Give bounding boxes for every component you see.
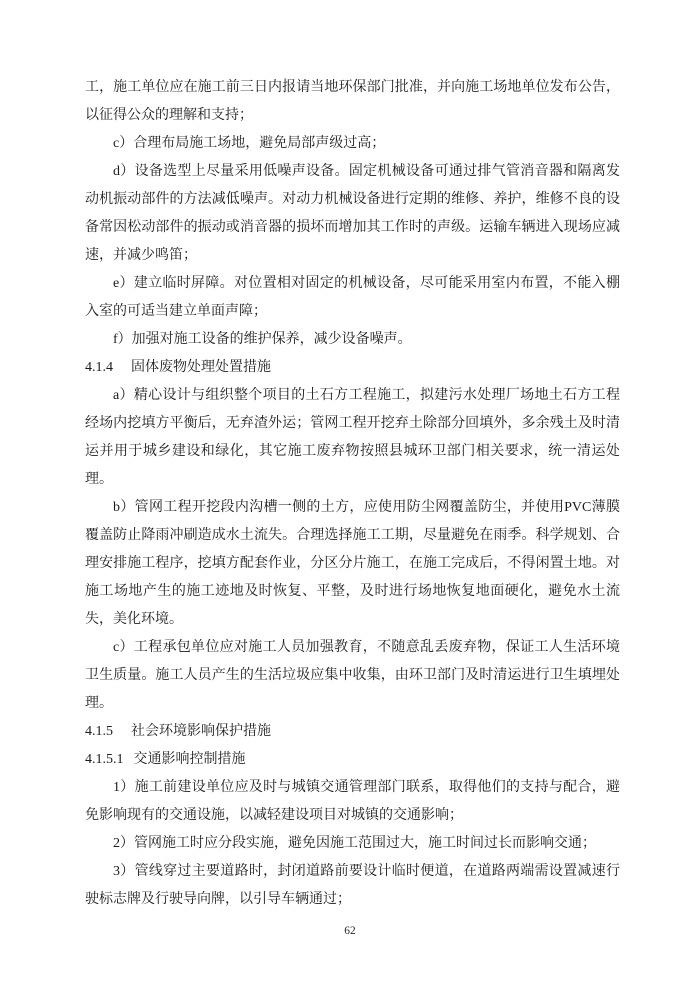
section-title: 社会环境影响保护措施 [131, 724, 271, 739]
section-title: 交通影响控制措施 [133, 752, 246, 767]
list-item-d-noise: d）设备选型上尽量采用低噪声设备。固定机械设备可通过排气管消音器和隔离发动机振动部件的方法减低噪声。对动力机械设备进行定期的维修、养护，维修不良的设备常因松动部件的振动或消音器的损坏而增加其工作时的声级。运输车辆进入现场应减速，并减少鸣笛； [85, 164, 620, 263]
list-item-a-solid-waste: a）精心设计与组织整个项目的土石方工程施工，拟建污水处理厂场地土石方工程经场内挖填方平衡后，无弃渣外运；管网工程开挖弃土除部分回填外，多余残土及时清运并用于城乡建设和绿化，其它施工废弃物按照县城环卫部门相关要求，统一清运处理。 [85, 388, 620, 487]
document-body [85, 74, 620, 914]
section-heading-4-1-5-1 [85, 746, 620, 774]
section-title: 固体废物处理处置措施 [131, 360, 271, 375]
section-heading-4-1-5 [85, 718, 620, 746]
section-number: 4.1.5 [85, 724, 113, 739]
list-item-e-noise: e）建立临时屏障。对位置相对固定的机械设备，尽可能采用室内布置，不能入棚入室的可适当建立单面声障； [85, 276, 620, 319]
paragraph-continuation: 工，施工单位应在施工前三日内报请当地环保部门批准，并向施工场地单位发布公告，以征得公众的理解和支持； [85, 80, 620, 123]
list-item-2-traffic: 2）管网施工时应分段实施，避免因施工范围过大，施工时间过长而影响交通； [113, 836, 596, 851]
list-item-c-solid-waste: c）工程承包单位应对施工人员加强教育，不随意乱丢废弃物，保证工人生活环境卫生质量。施工人员产生的生活垃圾应集中收集，由环卫部门及时清运进行卫生填埋处理。 [85, 640, 620, 711]
list-item-c-noise: c）合理布局施工场地，避免局部声级过高； [113, 136, 386, 151]
section-number: 4.1.4 [85, 360, 113, 375]
list-item-3-traffic: 3）管线穿过主要道路时，封闭道路前要设计临时便道，在道路两端需设置减速行驶标志牌及行驶导向牌，以引导车辆通过； [85, 864, 620, 907]
list-item-b-solid-waste: b）管网工程开挖段内沟槽一侧的土方，应使用防尘网覆盖防尘，并使用PVC薄膜覆盖防止降雨冲刷造成水土流失。合理选择施工工期，尽量避免在雨季。科学规划、合理安排施工程序，挖填方配套作业，分区分片施工，在施工完成后，不得闲置土地。对施工场地产生的施工迹地及时恢复、平整，及时进行场地恢复地面硬化，避免水土流失，美化环境。 [85, 500, 620, 627]
page-number: 62 [344, 925, 356, 937]
list-item-1-traffic: 1）施工前建设单位应及时与城镇交通管理部门联系，取得他们的支持与配合，避免影响现有的交通设施，以减轻建设项目对城镇的交通影响； [85, 780, 620, 823]
list-item-f-noise: f）加强对施工设备的维护保养，减少设备噪声。 [113, 332, 412, 347]
section-heading-4-1-4 [85, 354, 620, 382]
section-number: 4.1.5.1 [85, 752, 124, 767]
